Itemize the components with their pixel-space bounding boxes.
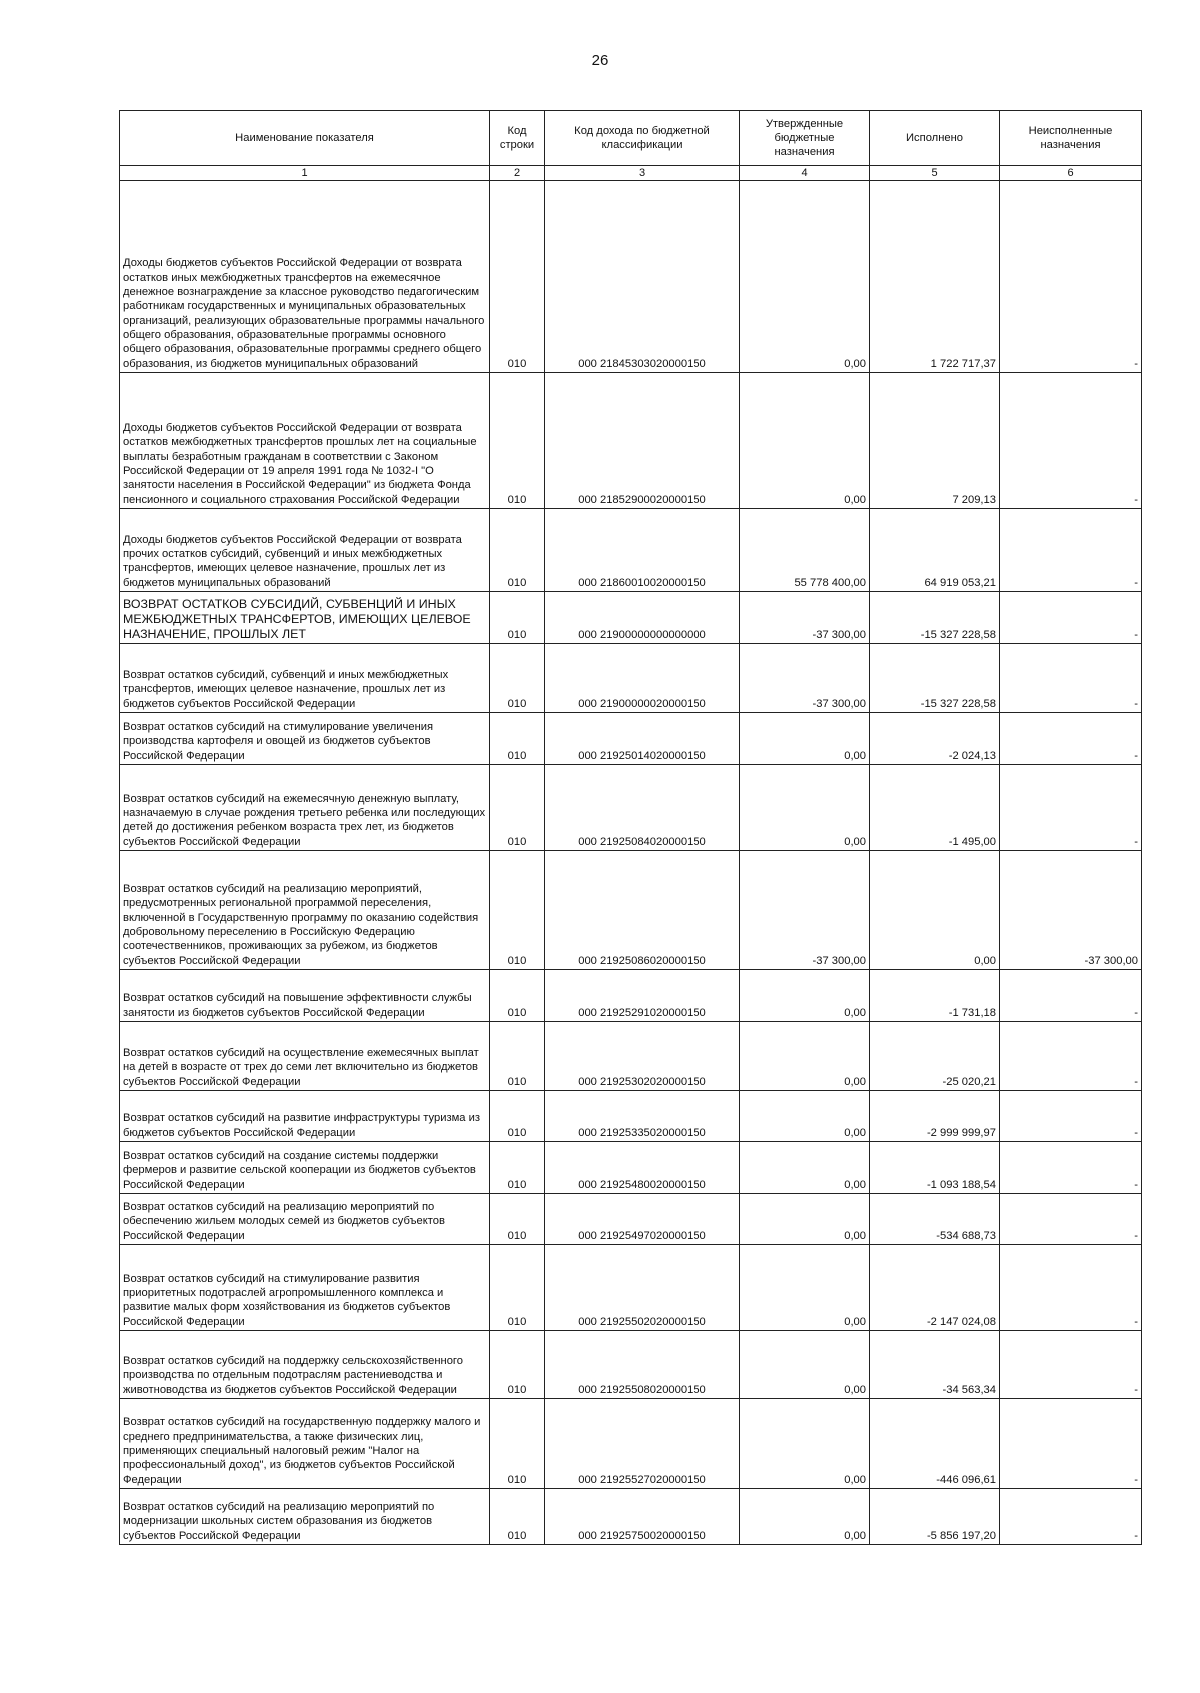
row-approved: -37 300,00: [740, 851, 870, 970]
row-code: 010: [490, 592, 545, 644]
row-name: Возврат остатков субсидий на осуществление ежемесячных выплат на детей в возрасте от трех до семи лет включительно из бюджетов субъектов Российской Федерации: [120, 1022, 490, 1091]
header-executed: Исполнено: [870, 111, 1000, 166]
row-code: 010: [490, 1245, 545, 1331]
row-code: 010: [490, 765, 545, 851]
row-approved: 0,00: [740, 373, 870, 509]
row-executed: 0,00: [870, 851, 1000, 970]
row-kbk: 000 21852900020000150: [545, 373, 740, 509]
row-executed: -15 327 228,58: [870, 592, 1000, 644]
column-number: 2: [490, 166, 545, 181]
row-kbk: 000 21900000000000000: [545, 592, 740, 644]
row-executed: 64 919 053,21: [870, 509, 1000, 592]
row-unexecuted: -: [1000, 592, 1142, 644]
row-approved: -37 300,00: [740, 592, 870, 644]
row-code: 010: [490, 851, 545, 970]
row-code: 010: [490, 1142, 545, 1194]
row-code: 010: [490, 509, 545, 592]
row-approved: 0,00: [740, 1022, 870, 1091]
row-executed: -534 688,73: [870, 1194, 1000, 1245]
row-unexecuted: -: [1000, 1245, 1142, 1331]
row-executed: -1 495,00: [870, 765, 1000, 851]
row-name: Возврат остатков субсидий на создание системы поддержки фермеров и развитие сельской кооперации из бюджетов субъектов Российской Федерации: [120, 1142, 490, 1194]
column-number: 3: [545, 166, 740, 181]
header-kbk: Код дохода по бюджетной классификации: [545, 111, 740, 166]
header-approved: Утвержденные бюджетные назначения: [740, 111, 870, 166]
table-row: [120, 1399, 1142, 1489]
table-row: [120, 1194, 1142, 1245]
row-name: Возврат остатков субсидий на государственную поддержку малого и среднего предпринимательства, а также физических лиц, применяющих специальный налоговый режим "Налог на профессиональный доход", из бюджетов субъектов Российской Федерации: [120, 1399, 490, 1489]
row-name: Доходы бюджетов субъектов Российской Федерации от возврата остатков иных межбюджетных трансфертов на ежемесячное денежное вознаграждение за классное руководство педагогическим работникам государственных и муниципальных образовательных организаций, реализующих образовательные программы начального общего образования, образовательные программы основного общего образования, образовательные программы среднего общего образования, из бюджетов муниципальных образований: [120, 181, 490, 373]
row-code: 010: [490, 1091, 545, 1142]
row-executed: -2 024,13: [870, 713, 1000, 765]
row-unexecuted: -: [1000, 1489, 1142, 1545]
row-approved: 0,00: [740, 1091, 870, 1142]
table-row: [120, 1489, 1142, 1545]
table-row: [120, 765, 1142, 851]
row-executed: -2 147 024,08: [870, 1245, 1000, 1331]
row-kbk: 000 21925086020000150: [545, 851, 740, 970]
table-row: [120, 1091, 1142, 1142]
table-row: [120, 1331, 1142, 1399]
row-approved: 0,00: [740, 765, 870, 851]
row-code: 010: [490, 1331, 545, 1399]
table-row: [120, 851, 1142, 970]
row-name: Возврат остатков субсидий на ежемесячную денежную выплату, назначаемую в случае рождения третьего ребенка или последующих детей до достижения ребенком возраста трех лет, из бюджетов субъектов Российской Федерации: [120, 765, 490, 851]
row-executed: -2 999 999,97: [870, 1091, 1000, 1142]
row-executed: -25 020,21: [870, 1022, 1000, 1091]
row-name: Возврат остатков субсидий на поддержку сельскохозяйственного производства по отдельным подотраслям растениеводства и животноводства из бюджетов субъектов Российской Федерации: [120, 1331, 490, 1399]
row-approved: 0,00: [740, 1399, 870, 1489]
column-number: 4: [740, 166, 870, 181]
table-row: [120, 644, 1142, 713]
table-row: [120, 1142, 1142, 1194]
row-name: ВОЗВРАТ ОСТАТКОВ СУБСИДИЙ, СУБВЕНЦИЙ И ИНЫХ МЕЖБЮДЖЕТНЫХ ТРАНСФЕРТОВ, ИМЕЮЩИХ ЦЕЛЕВОЕ НАЗНАЧЕНИЕ, ПРОШЛЫХ ЛЕТ: [120, 592, 490, 644]
header-unexecuted: Неисполненные назначения: [1000, 111, 1142, 166]
row-approved: 0,00: [740, 1245, 870, 1331]
row-name: Возврат остатков субсидий на стимулирование увеличения производства картофеля и овощей из бюджетов субъектов Российской Федерации: [120, 713, 490, 765]
row-approved: 0,00: [740, 1194, 870, 1245]
row-name: Возврат остатков субсидий, субвенций и иных межбюджетных трансфертов, имеющих целевое назначение, прошлых лет из бюджетов субъектов Российской Федерации: [120, 644, 490, 713]
row-unexecuted: -: [1000, 181, 1142, 373]
column-number: 6: [1000, 166, 1142, 181]
row-kbk: 000 21860010020000150: [545, 509, 740, 592]
row-unexecuted: -: [1000, 509, 1142, 592]
row-executed: -446 096,61: [870, 1399, 1000, 1489]
row-approved: 0,00: [740, 1142, 870, 1194]
row-name: Возврат остатков субсидий на реализацию мероприятий по модернизации школьных систем образования из бюджетов субъектов Российской Федерации: [120, 1489, 490, 1545]
table-row: [120, 592, 1142, 644]
table-header-row: [120, 111, 1142, 166]
row-unexecuted: -: [1000, 970, 1142, 1022]
row-name: Доходы бюджетов субъектов Российской Федерации от возврата остатков межбюджетных трансфертов прошлых лет на социальные выплаты безработным гражданам в соответствии с Законом Российской Федерации от 19 апреля 1991 года № 1032-I "О занятости населения в Российской Федерации" из бюджета Фонда пенсионного и социального страхования Российской Федерации: [120, 373, 490, 509]
table-row: [120, 713, 1142, 765]
column-number: 1: [120, 166, 490, 181]
row-kbk: 000 21925014020000150: [545, 713, 740, 765]
row-executed: -1 731,18: [870, 970, 1000, 1022]
row-name: Возврат остатков субсидий на реализацию мероприятий по обеспечению жильем молодых семей из бюджетов субъектов Российской Федерации: [120, 1194, 490, 1245]
row-approved: -37 300,00: [740, 644, 870, 713]
row-approved: 0,00: [740, 970, 870, 1022]
header-name: Наименование показателя: [120, 111, 490, 166]
report-table: [119, 110, 1142, 1545]
row-kbk: 000 21925302020000150: [545, 1022, 740, 1091]
row-executed: 1 722 717,37: [870, 181, 1000, 373]
row-code: 010: [490, 1194, 545, 1245]
row-executed: 7 209,13: [870, 373, 1000, 509]
row-code: 010: [490, 1489, 545, 1545]
row-unexecuted: -37 300,00: [1000, 851, 1142, 970]
row-name: Возврат остатков субсидий на развитие инфраструктуры туризма из бюджетов субъектов Российской Федерации: [120, 1091, 490, 1142]
row-executed: -34 563,34: [870, 1331, 1000, 1399]
row-unexecuted: -: [1000, 765, 1142, 851]
row-code: 010: [490, 1399, 545, 1489]
row-unexecuted: -: [1000, 1022, 1142, 1091]
row-unexecuted: -: [1000, 1194, 1142, 1245]
table-row: [120, 970, 1142, 1022]
table-row: [120, 373, 1142, 509]
row-approved: 0,00: [740, 181, 870, 373]
row-kbk: 000 21900000020000150: [545, 644, 740, 713]
row-kbk: 000 21925508020000150: [545, 1331, 740, 1399]
column-number: 5: [870, 166, 1000, 181]
table-row: [120, 1245, 1142, 1331]
row-approved: 55 778 400,00: [740, 509, 870, 592]
row-approved: 0,00: [740, 1331, 870, 1399]
table-row: [120, 181, 1142, 373]
row-code: 010: [490, 1022, 545, 1091]
row-kbk: 000 21845303020000150: [545, 181, 740, 373]
row-kbk: 000 21925335020000150: [545, 1091, 740, 1142]
row-kbk: 000 21925750020000150: [545, 1489, 740, 1545]
row-kbk: 000 21925497020000150: [545, 1194, 740, 1245]
row-approved: 0,00: [740, 1489, 870, 1545]
row-unexecuted: -: [1000, 373, 1142, 509]
row-name: Возврат остатков субсидий на стимулирование развития приоритетных подотраслей агропромышленного комплекса и развитие малых форм хозяйствования из бюджетов субъектов Российской Федерации: [120, 1245, 490, 1331]
row-kbk: 000 21925084020000150: [545, 765, 740, 851]
row-kbk: 000 21925527020000150: [545, 1399, 740, 1489]
row-kbk: 000 21925291020000150: [545, 970, 740, 1022]
row-code: 010: [490, 373, 545, 509]
table-row: [120, 509, 1142, 592]
row-executed: -5 856 197,20: [870, 1489, 1000, 1545]
row-kbk: 000 21925480020000150: [545, 1142, 740, 1194]
row-unexecuted: -: [1000, 1399, 1142, 1489]
row-code: 010: [490, 644, 545, 713]
row-code: 010: [490, 181, 545, 373]
row-unexecuted: -: [1000, 1142, 1142, 1194]
row-kbk: 000 21925502020000150: [545, 1245, 740, 1331]
table-row: [120, 1022, 1142, 1091]
header-code: Код строки: [490, 111, 545, 166]
row-name: Возврат остатков субсидий на повышение эффективности службы занятости из бюджетов субъектов Российской Федерации: [120, 970, 490, 1022]
row-code: 010: [490, 970, 545, 1022]
row-unexecuted: -: [1000, 1091, 1142, 1142]
row-code: 010: [490, 713, 545, 765]
row-executed: -1 093 188,54: [870, 1142, 1000, 1194]
row-unexecuted: -: [1000, 713, 1142, 765]
row-name: Доходы бюджетов субъектов Российской Федерации от возврата прочих остатков субсидий, субвенций и иных межбюджетных трансфертов, имеющих целевое назначение, прошлых лет из бюджетов муниципальных образований: [120, 509, 490, 592]
page-number: 26: [591, 52, 609, 69]
row-unexecuted: -: [1000, 644, 1142, 713]
row-executed: -15 327 228,58: [870, 644, 1000, 713]
column-number-row: [120, 166, 1142, 181]
row-approved: 0,00: [740, 713, 870, 765]
row-unexecuted: -: [1000, 1331, 1142, 1399]
row-name: Возврат остатков субсидий на реализацию мероприятий, предусмотренных региональной программой переселения, включенной в Государственную программу по оказанию содействия добровольному переселению в Российскую Федерацию соотечественников, проживающих за рубежом, из бюджетов субъектов Российской Федерации: [120, 851, 490, 970]
